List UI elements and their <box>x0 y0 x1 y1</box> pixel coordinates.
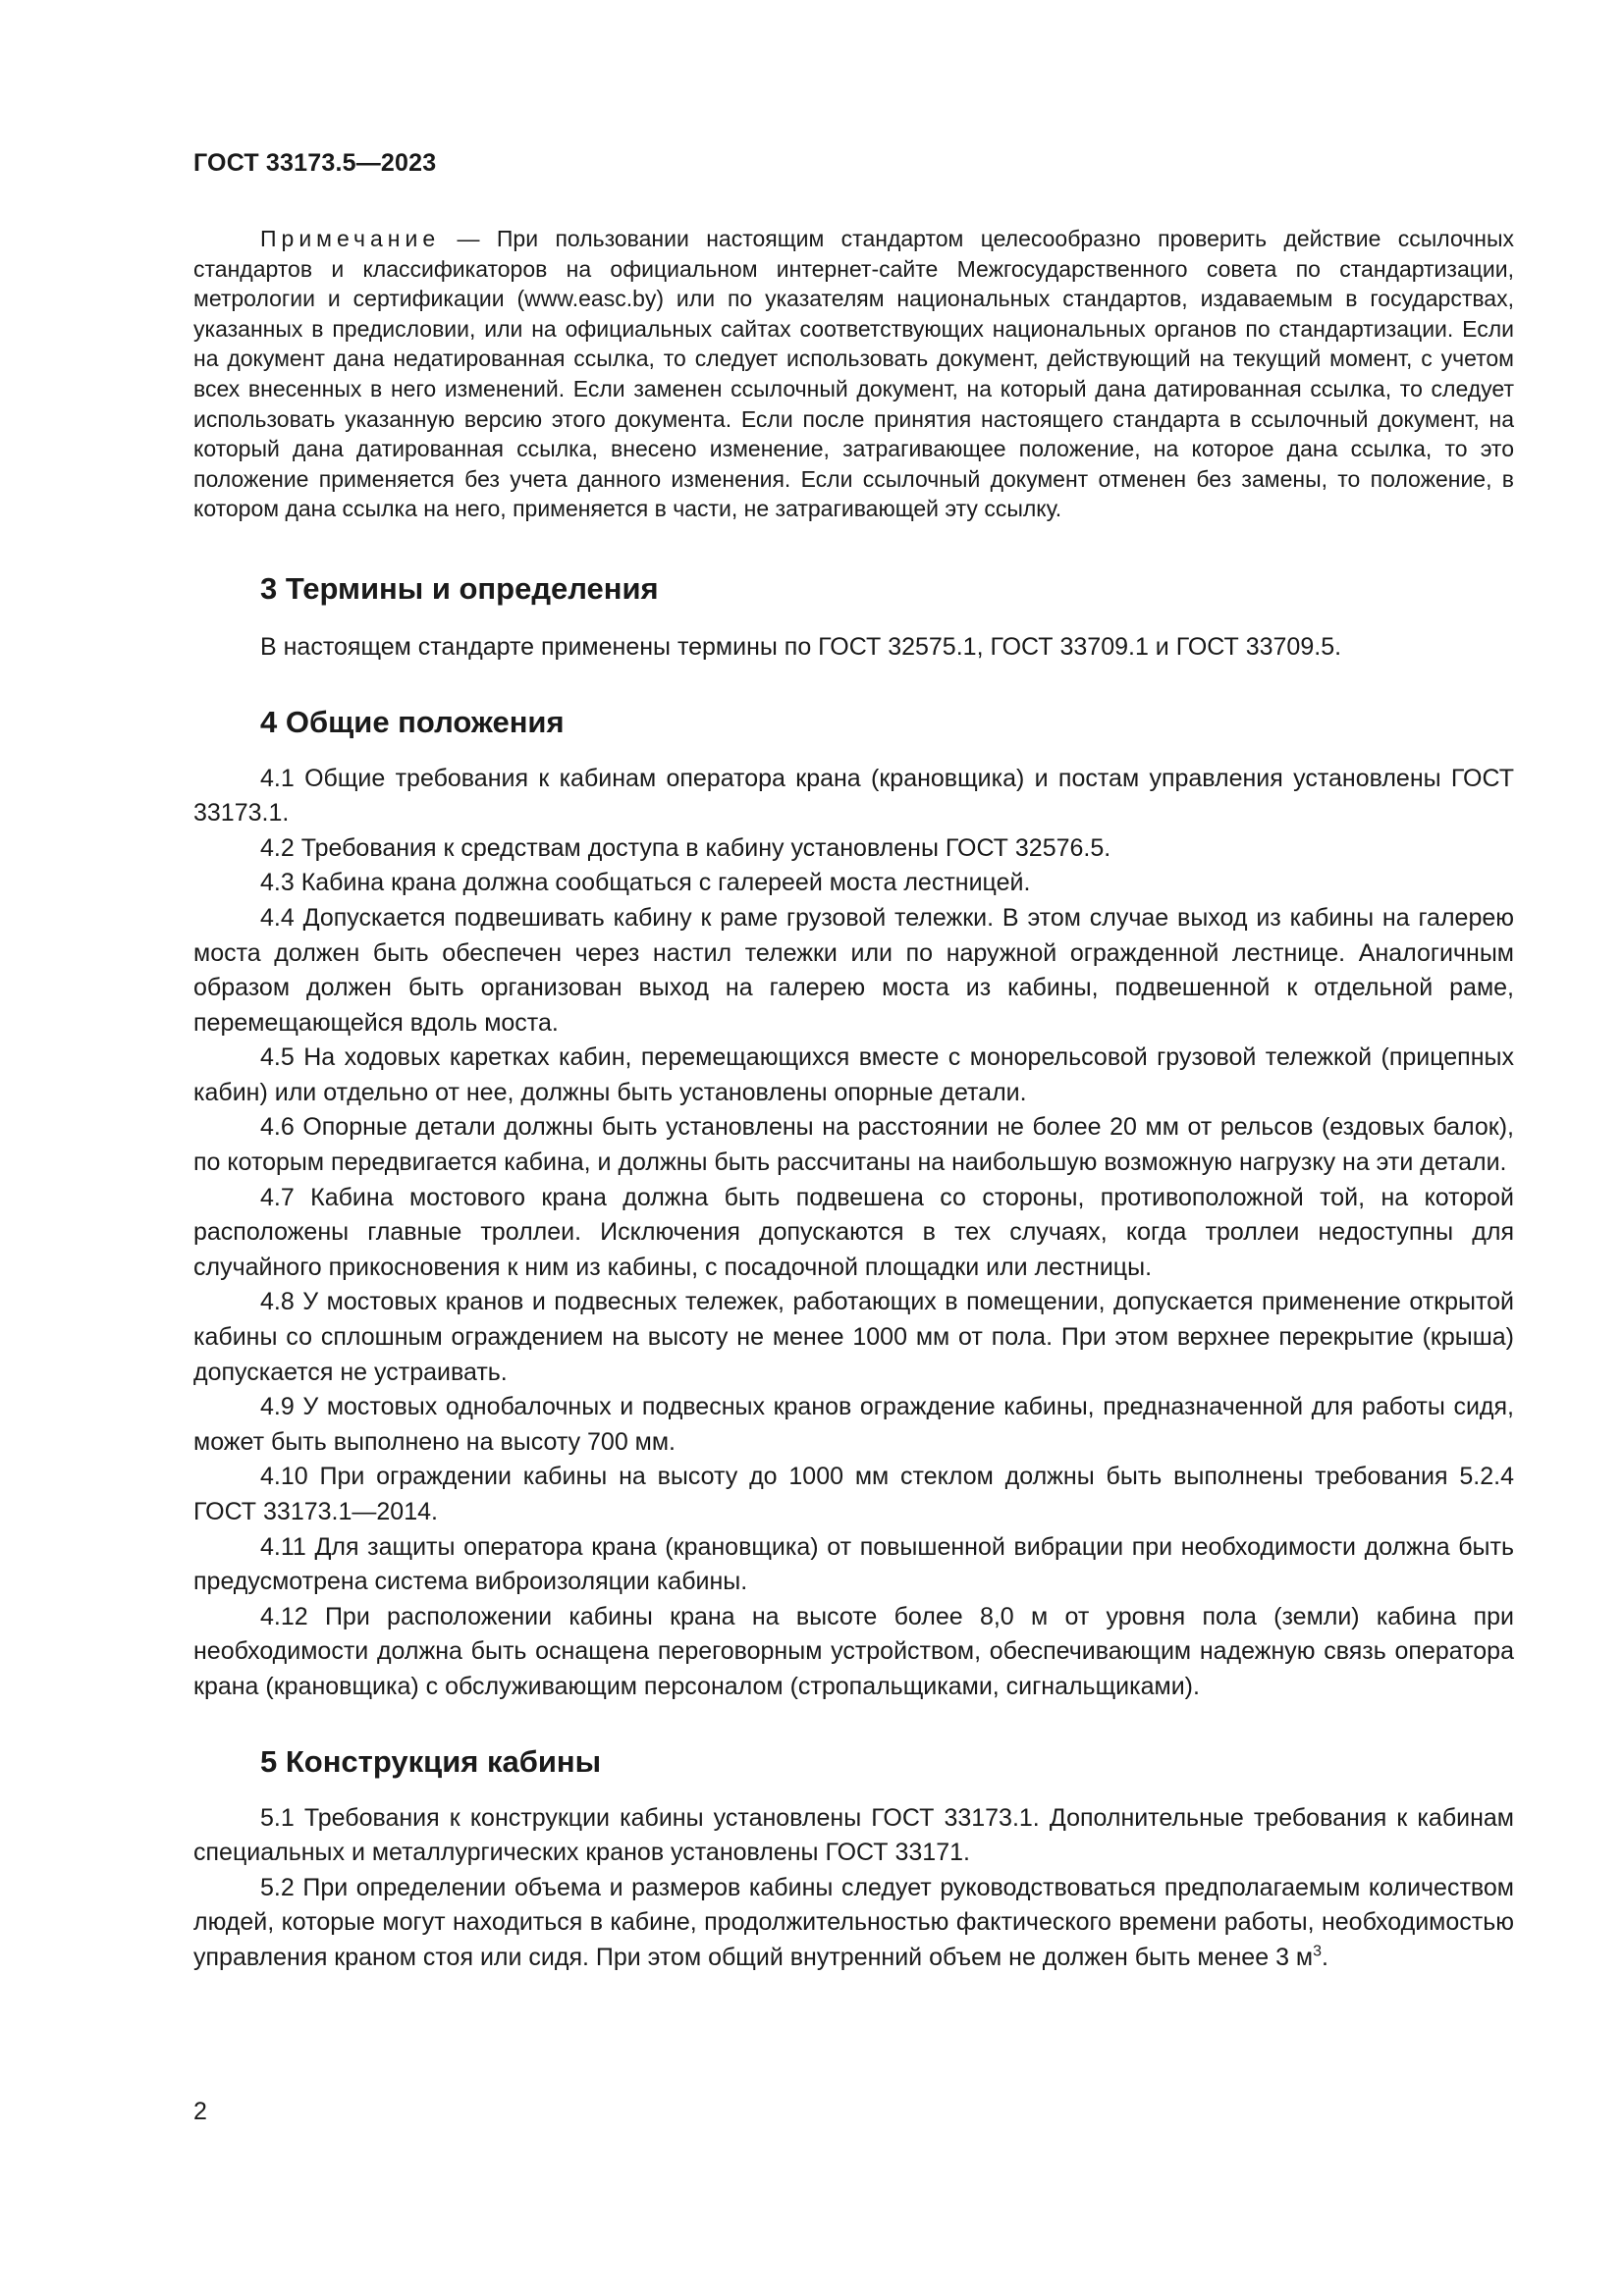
section-4-title: 4 Общие положения <box>260 704 565 739</box>
clause-4-7: 4.7 Кабина мостового крана должна быть подвешена со стороны, противоположной той, на которой расположены главные троллеи. Исключения допускаются в тех случаях, когда троллеи недоступны для случайного прикосновения к ним из кабины, с посадочной площадки или лестницы. <box>193 1183 1514 1281</box>
clause-5-2-text: 5.2 При определении объема и размеров кабины следует руководствоваться предполагаемым количеством людей, которые могут находиться в кабине, продолжительностью фактического времени работы, необходимостью управления краном стоя или сидя. При этом общий внутренний объем не должен быть менее 3 м <box>193 1873 1514 1971</box>
clause-5-2 <box>193 1871 1514 1976</box>
page-content <box>193 224 1514 1976</box>
page-number: 2 <box>193 2098 207 2125</box>
clause-4-4: 4.4 Допускается подвешивать кабину к раме грузовой тележки. В этом случае выход из кабины на галерею моста должен быть обеспечен через настил тележки или по наружной огражденной лестнице. Аналогичным образом должен быть организован выход на галерею моста из кабины, подвешенной к отдельной раме, перемещающейся вдоль моста. <box>193 903 1514 1037</box>
clause-4-6: 4.6 Опорные детали должны быть установлены на расстоянии не более 20 мм от рельсов (ездовых балок), по которым передвигается кабина, и должны быть рассчитаны на наибольшую возможную нагрузку на эти детали. <box>193 1113 1514 1177</box>
clause-4-2: 4.2 Требования к средствам доступа в кабину установлены ГОСТ 32576.5. <box>260 833 1111 862</box>
clause-4-9: 4.9 У мостовых однобалочных и подвесных кранов ограждение кабины, предназначенной для работы сидя, может быть выполнено на высоту 700 мм. <box>193 1393 1514 1456</box>
document-header: ГОСТ 33173.5—2023 <box>193 149 437 177</box>
clause-4-1: 4.1 Общие требования к кабинам оператора крана (крановщика) и постам управления установлены ГОСТ 33173.1. <box>193 764 1514 828</box>
clause-5-1: 5.1 Требования к конструкции кабины установлены ГОСТ 33173.1. Дополнительные требования к кабинам специальных и металлургических кранов установлены ГОСТ 33171. <box>193 1803 1514 1867</box>
section-5-title: 5 Конструкция кабины <box>260 1743 602 1779</box>
clause-4-10: 4.10 При ограждении кабины на высоту до 1000 мм стеклом должны быть выполнены требования 5.2.4 ГОСТ 33173.1—2014. <box>193 1463 1514 1525</box>
clause-4-11: 4.11 Для защиты оператора крана (крановщика) от повышенной вибрации при необходимости должна быть предусмотрена система виброизоляции кабины. <box>193 1532 1514 1596</box>
clause-4-5: 4.5 На ходовых каретках кабин, перемещающихся вместе с монорельсовой грузовой тележкой (прицепных кабин) или отдельно от нее, должны быть установлены опорные детали. <box>193 1043 1514 1106</box>
clause-4-3: 4.3 Кабина крана должна сообщаться с галереей моста лестницей. <box>260 869 1031 897</box>
clause-4-8: 4.8 У мостовых кранов и подвесных тележек, работающих в помещении, допускается применение открытой кабины со сплошным ограждением на высоту не менее 1000 мм от пола. При этом верхнее перекрытие (крыша) допускается не устраивать. <box>193 1288 1514 1386</box>
section-3-title: 3 Термины и определения <box>260 570 659 606</box>
clause-5-2-end: . <box>1322 1943 1328 1971</box>
note-label: Примечание <box>260 226 441 251</box>
clause-4-12: 4.12 При расположении кабины крана на высоте более 8,0 м от уровня пола (земли) кабина при необходимости должна быть оснащена переговорным устройством, обеспечивающим надежную связь оператора крана (крановщика) с обслуживающим персоналом (стропальщиками, сигнальщиками). <box>193 1602 1514 1700</box>
reference-note <box>193 224 1514 524</box>
section-3-text: В настоящем стандарте применены термины по ГОСТ 32575.1, ГОСТ 33709.1 и ГОСТ 33709.5. <box>260 632 1342 661</box>
cubic-superscript: 3 <box>1313 1943 1323 1960</box>
note-text: — При пользовании настоящим стандартом целесообразно проверить действие ссылочных стандартов и классификаторов на официальном интернет-сайте Межгосударственного совета по стандартизации, метрологии и сертификации (www.easc.by) или по указателям национальных стандартов, издаваемым в государствах, указанных в предисловии, или на официальных сайтах соответствующих национальных органов по стандартизации. Если на документ дана недатированная ссылка, то следует использовать документ, действующий на текущий момент, с учетом всех внесенных в него изменений. Если заменен ссылочный документ, на который дана датированная ссылка, то следует использовать указанную версию этого документа. Если после принятия настоящего стандарта в ссылочный документ, на который дана датированная ссылка, внесено изменение, затрагивающее положение, на которое дана ссылка, то это положение применяется без учета данного изменения. Если ссылочный документ отменен без замены, то положение, в котором дана ссылка на него, применяется в части, не затрагивающей эту ссылку. <box>193 226 1514 522</box>
